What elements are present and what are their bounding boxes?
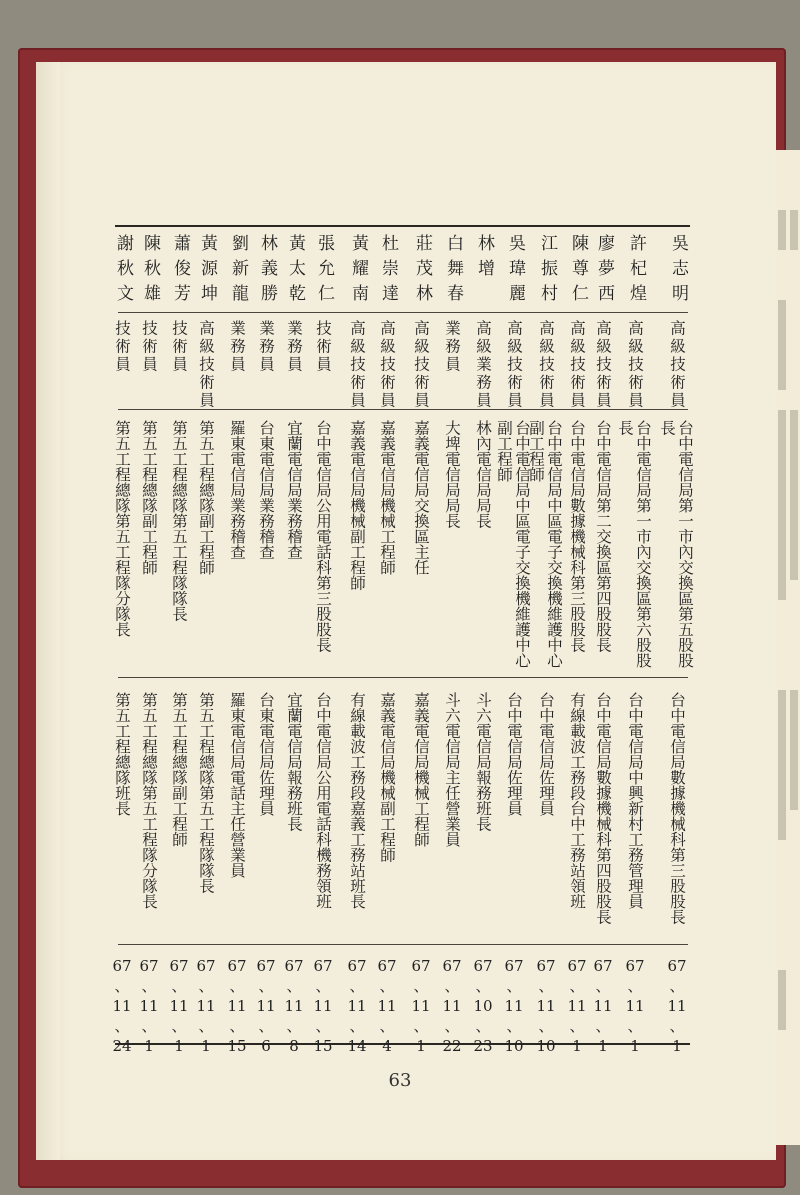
- date-part: 11: [112, 997, 132, 1015]
- divider-name-title: [118, 312, 688, 313]
- date-separator: 、: [171, 977, 187, 995]
- date-separator: 、: [198, 977, 214, 995]
- row-name: 陳尊仁: [568, 234, 588, 309]
- row-date: [533, 956, 559, 1056]
- date-separator: 、: [444, 977, 460, 995]
- date-part: 1: [672, 1037, 682, 1055]
- date-part: 11: [625, 997, 645, 1015]
- date-separator: 、: [229, 1017, 245, 1035]
- row-title: 業務員: [257, 320, 275, 374]
- date-separator: 、: [538, 1017, 554, 1035]
- row-original-position: 嘉義電信局交換區主任: [412, 420, 430, 575]
- date-part: 6: [261, 1037, 271, 1055]
- table-top-rule: [115, 225, 690, 227]
- date-separator: 、: [315, 1017, 331, 1035]
- date-part: 15: [227, 1037, 247, 1055]
- date-separator: 、: [286, 977, 302, 995]
- date-separator: 、: [379, 977, 395, 995]
- row-name: 張允仁: [314, 234, 334, 309]
- date-part: 67: [196, 957, 216, 975]
- row-title: 高級技術員: [626, 320, 644, 410]
- row-new-position: 台中電信局中興新村工務管理員: [626, 692, 644, 909]
- row-new-position: 嘉義電信局機械工程師: [412, 692, 430, 847]
- row-name: 黃太乾: [285, 234, 305, 309]
- date-part: 1: [144, 1037, 154, 1055]
- row-title: 技術員: [113, 320, 131, 374]
- date-part: 11: [169, 997, 189, 1015]
- row-date: [344, 956, 370, 1056]
- date-separator: 、: [669, 977, 685, 995]
- date-part: 67: [256, 957, 276, 975]
- row-title: 技術員: [140, 320, 158, 374]
- row-original-position: 嘉義電信局機械副工程師: [348, 420, 366, 591]
- date-separator: 、: [569, 977, 585, 995]
- row-original-position: 台中電信局第二交換區第四股股長: [594, 420, 612, 653]
- date-part: 24: [112, 1037, 132, 1055]
- row-new-position: 斗六電信局報務班長: [474, 692, 492, 832]
- row-title: 高級業務員: [474, 320, 492, 410]
- row-original-position: 林內電信局局長: [474, 420, 492, 529]
- date-part: 11: [567, 997, 587, 1015]
- date-separator: 、: [538, 977, 554, 995]
- row-name: 吳志明: [668, 234, 688, 309]
- row-title: 技術員: [314, 320, 332, 374]
- date-part: 11: [139, 997, 159, 1015]
- date-part: 1: [630, 1037, 640, 1055]
- row-original-position: 第五工程總隊第五工程隊隊長: [170, 420, 188, 622]
- date-part: 67: [625, 957, 645, 975]
- row-date: [374, 956, 400, 1056]
- date-separator: 、: [171, 1017, 187, 1035]
- row-date: [193, 956, 219, 1056]
- date-part: 67: [284, 957, 304, 975]
- date-part: 67: [411, 957, 431, 975]
- date-part: 67: [593, 957, 613, 975]
- page-number: 63: [388, 1070, 412, 1091]
- date-separator: 、: [506, 1017, 522, 1035]
- row-date: [439, 956, 465, 1056]
- date-part: 23: [473, 1037, 493, 1055]
- row-date: [136, 956, 162, 1056]
- date-part: 4: [382, 1037, 392, 1055]
- row-original-position: 台東電信局業務稽查: [257, 420, 275, 560]
- row-title: 高級技術員: [505, 320, 523, 410]
- row-date: [109, 956, 135, 1056]
- date-part: 11: [313, 997, 333, 1015]
- date-separator: 、: [595, 977, 611, 995]
- date-separator: 、: [475, 1017, 491, 1035]
- date-separator: 、: [229, 977, 245, 995]
- row-original-position: 台中電信局公用電話科第三股股長: [314, 420, 332, 653]
- row-name: 黃源坤: [197, 234, 217, 309]
- date-part: 22: [442, 1037, 462, 1055]
- row-title: 高級技術員: [537, 320, 555, 410]
- date-part: 67: [536, 957, 556, 975]
- date-part: 10: [504, 1037, 524, 1055]
- row-new-position: 台中電信局數據機械科第四股股長: [594, 692, 612, 925]
- row-new-position: 台中電信局佐理員: [537, 692, 555, 816]
- date-part: 67: [442, 957, 462, 975]
- date-separator: 、: [444, 1017, 460, 1035]
- row-name: 杜崇達: [378, 234, 398, 309]
- row-date: [281, 956, 307, 1056]
- row-new-position: 台中電信局數據機械科第三股股長: [668, 692, 686, 925]
- date-part: 67: [139, 957, 159, 975]
- date-separator: 、: [198, 1017, 214, 1035]
- date-part: 15: [313, 1037, 333, 1055]
- date-part: 67: [169, 957, 189, 975]
- date-part: 67: [377, 957, 397, 975]
- date-part: 14: [347, 1037, 367, 1055]
- row-original-position: 第五工程總隊副工程師: [140, 420, 158, 575]
- row-date: [224, 956, 250, 1056]
- date-separator: 、: [315, 977, 331, 995]
- date-separator: 、: [286, 1017, 302, 1035]
- row-new-position: 宜蘭電信局報務班長: [285, 692, 303, 832]
- date-separator: 、: [595, 1017, 611, 1035]
- date-separator: 、: [627, 1017, 643, 1035]
- row-title: 高級技術員: [378, 320, 396, 410]
- date-part: 11: [442, 997, 462, 1015]
- date-part: 11: [347, 997, 367, 1015]
- date-separator: 、: [475, 977, 491, 995]
- date-separator: 、: [258, 1017, 274, 1035]
- row-new-position: 台中電信局佐理員: [505, 692, 523, 816]
- row-date: [253, 956, 279, 1056]
- row-name: 劉新龍: [228, 234, 248, 309]
- row-title: 高級技術員: [412, 320, 430, 410]
- row-new-position: 第五工程總隊班長: [113, 692, 131, 816]
- row-original-position: 第五工程總隊副工程師: [197, 420, 215, 575]
- date-separator: 、: [141, 977, 157, 995]
- date-part: 11: [256, 997, 276, 1015]
- date-separator: 、: [669, 1017, 685, 1035]
- date-part: 11: [227, 997, 247, 1015]
- page-gutter: [36, 62, 60, 1160]
- row-new-position: 第五工程總隊第五工程隊隊長: [197, 692, 215, 894]
- row-original-position: 宜蘭電信局業務稽查: [285, 420, 303, 560]
- date-part: 11: [377, 997, 397, 1015]
- date-part: 67: [313, 957, 333, 975]
- date-separator: 、: [506, 977, 522, 995]
- row-date: [622, 956, 648, 1056]
- date-separator: 、: [141, 1017, 157, 1035]
- date-part: 67: [504, 957, 524, 975]
- date-part: 11: [284, 997, 304, 1015]
- date-part: 67: [567, 957, 587, 975]
- date-part: 11: [593, 997, 613, 1015]
- row-new-position: 斗六電信局主任營業員: [443, 692, 461, 847]
- row-date: [408, 956, 434, 1056]
- row-original-position: 大埤電信局局長: [443, 420, 461, 529]
- divider-from-to: [118, 677, 688, 678]
- row-name: 蕭俊芳: [170, 234, 190, 309]
- date-part: 11: [196, 997, 216, 1015]
- date-part: 1: [174, 1037, 184, 1055]
- row-new-position: 嘉義電信局機械副工程師: [378, 692, 396, 863]
- row-name: 林增: [474, 234, 494, 284]
- date-part: 1: [598, 1037, 608, 1055]
- row-date: [470, 956, 496, 1056]
- row-date: [166, 956, 192, 1056]
- row-new-position: 第五工程總隊第五工程隊分隊長: [140, 692, 158, 909]
- row-date: [664, 956, 690, 1056]
- row-date: [501, 956, 527, 1056]
- date-separator: 、: [349, 1017, 365, 1035]
- row-name: 黃耀南: [348, 234, 368, 309]
- row-original-position: 台中電信局中區電子交換機維護中心副工程師: [495, 420, 531, 668]
- row-original-position: 台中電信局中區電子交換機維護中心副工程師: [527, 420, 563, 668]
- date-separator: 、: [627, 977, 643, 995]
- date-separator: 、: [413, 1017, 429, 1035]
- date-part: 1: [201, 1037, 211, 1055]
- row-new-position: 有線載波工務段嘉義工務站班長: [348, 692, 366, 909]
- row-name: 江振村: [537, 234, 557, 309]
- row-original-position: 台中電信局第一市內交換區第六股股長: [616, 420, 652, 668]
- row-name: 謝秋文: [113, 234, 133, 309]
- row-name: 白舞春: [443, 234, 463, 309]
- date-separator: 、: [379, 1017, 395, 1035]
- date-part: 67: [473, 957, 493, 975]
- date-part: 11: [536, 997, 556, 1015]
- row-title: 高級技術員: [348, 320, 366, 410]
- row-original-position: 第五工程總隊第五工程隊分隊長: [113, 420, 131, 637]
- row-new-position: 羅東電信局電話主任營業員: [228, 692, 246, 878]
- row-name: 莊茂林: [412, 234, 432, 309]
- date-part: 10: [536, 1037, 556, 1055]
- date-part: 10: [473, 997, 493, 1015]
- date-separator: 、: [258, 977, 274, 995]
- divider-to-date: [118, 944, 688, 945]
- row-name: 陳秋雄: [140, 234, 160, 309]
- row-date: [590, 956, 616, 1056]
- date-part: 1: [572, 1037, 582, 1055]
- row-original-position: 嘉義電信局機械工程師: [378, 420, 396, 575]
- row-title: 業務員: [285, 320, 303, 374]
- date-part: 67: [227, 957, 247, 975]
- row-name: 廖夢西: [594, 234, 614, 309]
- date-part: 67: [347, 957, 367, 975]
- row-title: 高級技術員: [197, 320, 215, 410]
- row-title: 高級技術員: [668, 320, 686, 410]
- row-new-position: 台中電信局公用電話科機務領班: [314, 692, 332, 909]
- date-part: 8: [289, 1037, 299, 1055]
- row-original-position: 羅東電信局業務稽查: [228, 420, 246, 560]
- date-part: 67: [112, 957, 132, 975]
- row-name: 林義勝: [257, 234, 277, 309]
- row-title: 技術員: [170, 320, 188, 374]
- date-separator: 、: [114, 1017, 130, 1035]
- row-new-position: 台東電信局佐理員: [257, 692, 275, 816]
- row-title: 業務員: [443, 320, 461, 374]
- row-date: [310, 956, 336, 1056]
- row-original-position: 台中電信局數據機械科第三股股長: [568, 420, 586, 653]
- date-part: 11: [411, 997, 431, 1015]
- date-part: 1: [416, 1037, 426, 1055]
- date-part: 11: [504, 997, 524, 1015]
- row-new-position: 有線載波工務段台中工務站領班: [568, 692, 586, 909]
- row-original-position: 台中電信局第一市內交換區第五股股長: [658, 420, 694, 668]
- row-title: 業務員: [228, 320, 246, 374]
- date-separator: 、: [349, 977, 365, 995]
- row-name: 吳瑋麗: [505, 234, 525, 309]
- date-separator: 、: [569, 1017, 585, 1035]
- date-part: 11: [667, 997, 687, 1015]
- date-separator: 、: [413, 977, 429, 995]
- date-separator: 、: [114, 977, 130, 995]
- row-date: [564, 956, 590, 1056]
- row-title: 高級技術員: [594, 320, 612, 410]
- row-name: 許杞煌: [626, 234, 646, 309]
- row-title: 高級技術員: [568, 320, 586, 410]
- row-new-position: 第五工程總隊副工程師: [170, 692, 188, 847]
- date-part: 67: [667, 957, 687, 975]
